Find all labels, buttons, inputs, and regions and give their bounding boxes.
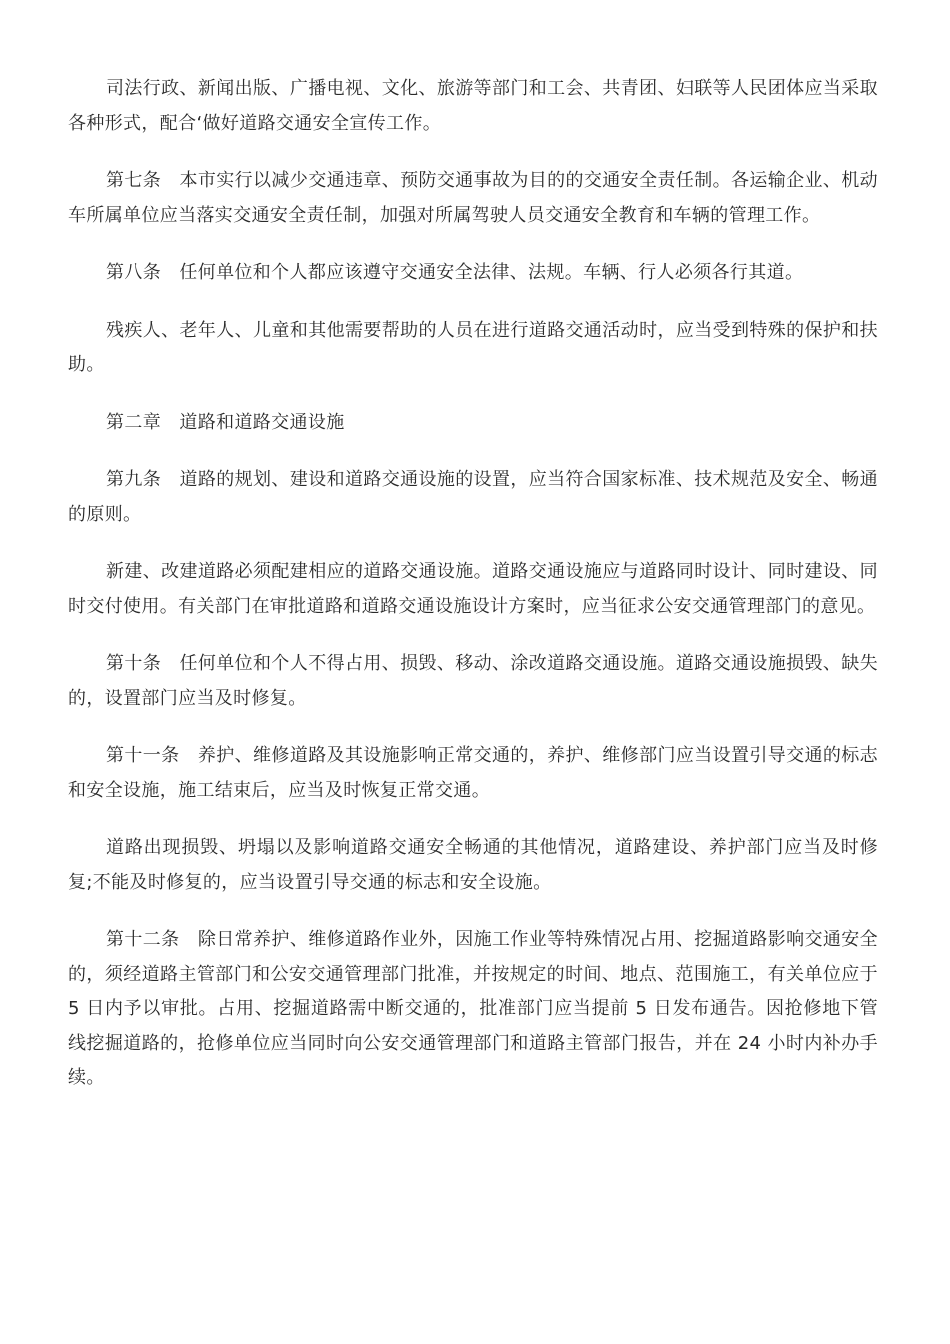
article-11: 第十一条 养护、维修道路及其设施影响正常交通的，养护、维修部门应当设置引导交通的标志和安全设施，施工结束后，应当及时恢复正常交通。	[68, 745, 878, 801]
article-12: 第十二条 除日常养护、维修道路作业外，因施工作业等特殊情况占用、挖掘道路影响交通安全的，须经道路主管部门和公安交通管理部门批准，并按规定的时间、地点、范围施工，有关单位应于 5 日内予以审批。占用、挖掘道路需中断交通的，批准部门应当提前 5 日发布通告。因抢修地下管线挖掘道路的，抢修单位应当同时向公安交通管理部门和道路主管部门报告，并在 24 小时内补办手续。	[68, 929, 878, 1088]
chapter-2-heading: 第二章 道路和道路交通设施	[106, 411, 345, 433]
article-9: 第九条 道路的规划、建设和道路交通设施的设置，应当符合国家标准、技术规范及安全、畅通的原则。	[68, 469, 878, 525]
article-10: 第十条 任何单位和个人不得占用、损毁、移动、涂改道路交通设施。道路交通设施损毁、缺失的，设置部门应当及时修复。	[68, 653, 878, 709]
paragraph-new-roads: 新建、改建道路必须配建相应的道路交通设施。道路交通设施应与道路同时设计、同时建设、同时交付使用。有关部门在审批道路和道路交通设施设计方案时，应当征求公安交通管理部门的意见。	[68, 561, 878, 617]
article-8: 第八条 任何单位和个人都应该遵守交通安全法律、法规。车辆、行人必须各行其道。	[106, 262, 804, 283]
document-page	[68, 72, 878, 1119]
paragraph-special-protection: 残疾人、老年人、儿童和其他需要帮助的人员在进行道路交通活动时，应当受到特殊的保护和扶助。	[68, 319, 878, 375]
article-7: 第七条 本市实行以减少交通违章、预防交通事故为目的的交通安全责任制。各运输企业、机动车所属单位应当落实交通安全责任制，加强对所属驾驶人员交通安全教育和车辆的管理工作。	[68, 170, 878, 226]
paragraph-road-damage: 道路出现损毁、坍塌以及影响道路交通安全畅通的其他情况，道路建设、养护部门应当及时修复;不能及时修复的，应当设置引导交通的标志和安全设施。	[68, 837, 878, 893]
paragraph-publicity: 司法行政、新闻出版、广播电视、文化、旅游等部门和工会、共青团、妇联等人民团体应当采取各种形式，配合‘做好道路交通安全宣传工作。	[68, 78, 878, 134]
